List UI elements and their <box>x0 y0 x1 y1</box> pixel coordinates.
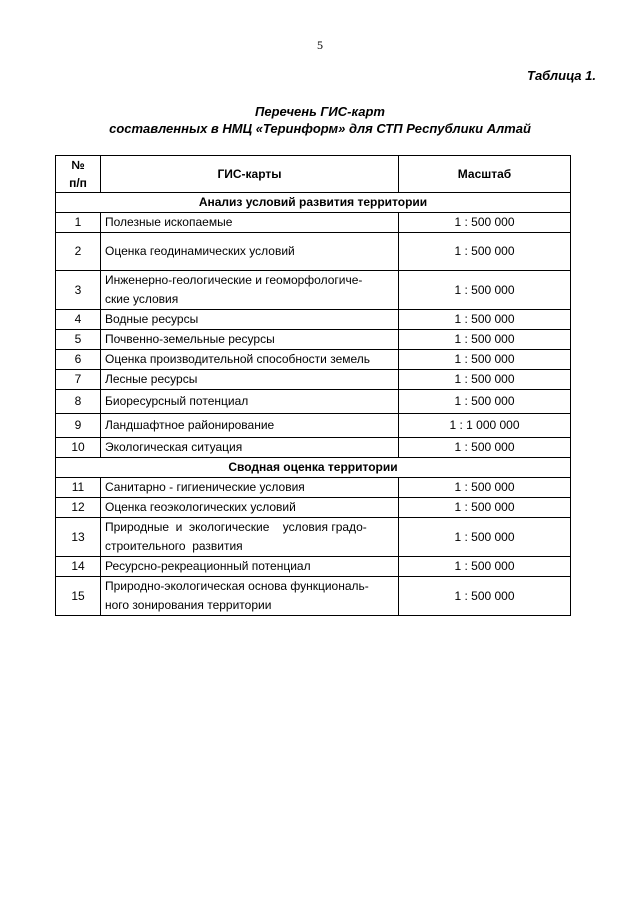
table-row <box>56 557 571 577</box>
row-map-line-1: Инженерно-геологические и геоморфологиче- <box>105 273 363 287</box>
row-number: 1 <box>56 213 101 233</box>
header-map: ГИС-карты <box>101 156 399 193</box>
row-map <box>101 577 399 616</box>
header-scale: Масштаб <box>399 156 571 193</box>
row-number: 13 <box>56 518 101 557</box>
document-title-line-1: Перечень ГИС-карт <box>255 104 385 119</box>
row-scale: 1 : 500 000 <box>399 557 571 577</box>
table-row <box>56 577 571 616</box>
row-number: 10 <box>56 438 101 458</box>
table-caption: Таблица 1. <box>527 68 596 83</box>
header-number-line-2: п/п <box>69 176 87 190</box>
row-map: Ресурсно-рекреационный потенциал <box>101 557 399 577</box>
row-map <box>101 271 399 310</box>
row-number: 3 <box>56 271 101 310</box>
section-row <box>56 193 571 213</box>
table-row <box>56 438 571 458</box>
row-scale: 1 : 500 000 <box>399 213 571 233</box>
row-scale: 1 : 500 000 <box>399 233 571 271</box>
row-map-line-2: строительного развития <box>105 539 243 553</box>
row-scale: 1 : 500 000 <box>399 518 571 557</box>
section-title: Сводная оценка территории <box>56 458 571 478</box>
row-map-line-2: ного зонирования территории <box>105 598 272 612</box>
gis-maps-table <box>55 155 571 616</box>
row-map: Оценка геоэкологических условий <box>101 498 399 518</box>
table-row <box>56 233 571 271</box>
row-map-line-1: Природно-экологическая основа функциональ- <box>105 579 369 593</box>
row-number: 15 <box>56 577 101 616</box>
row-number: 11 <box>56 478 101 498</box>
row-number: 4 <box>56 310 101 330</box>
row-number: 2 <box>56 233 101 271</box>
row-map: Почвенно-земельные ресурсы <box>101 330 399 350</box>
table-row <box>56 498 571 518</box>
row-scale: 1 : 500 000 <box>399 271 571 310</box>
row-map: Оценка производительной способности земель <box>101 350 399 370</box>
table-row <box>56 310 571 330</box>
row-scale: 1 : 500 000 <box>399 350 571 370</box>
table-row <box>56 370 571 390</box>
table-row <box>56 271 571 310</box>
table-row <box>56 478 571 498</box>
document-title-line-2: составленных в НМЦ «Теринформ» для СТП Республики Алтай <box>109 121 531 136</box>
header-number <box>56 156 101 193</box>
table-row <box>56 518 571 557</box>
row-map: Полезные ископаемые <box>101 213 399 233</box>
row-scale: 1 : 500 000 <box>399 390 571 414</box>
table-row <box>56 390 571 414</box>
row-number: 6 <box>56 350 101 370</box>
row-map: Ландшафтное районирование <box>101 414 399 438</box>
row-map-line-2: ские условия <box>105 292 179 306</box>
row-map: Биоресурсный потенциал <box>101 390 399 414</box>
table-row <box>56 330 571 350</box>
row-scale: 1 : 500 000 <box>399 310 571 330</box>
row-scale: 1 : 500 000 <box>399 438 571 458</box>
table-row <box>56 414 571 438</box>
row-map: Экологическая ситуация <box>101 438 399 458</box>
row-scale: 1 : 500 000 <box>399 330 571 350</box>
row-map-line-1: Природные и экологические условия градо- <box>105 520 367 534</box>
section-title: Анализ условий развития территории <box>56 193 571 213</box>
table-row <box>56 350 571 370</box>
row-scale: 1 : 500 000 <box>399 370 571 390</box>
row-number: 8 <box>56 390 101 414</box>
row-number: 9 <box>56 414 101 438</box>
row-map: Санитарно - гигиенические условия <box>101 478 399 498</box>
row-map: Водные ресурсы <box>101 310 399 330</box>
row-number: 7 <box>56 370 101 390</box>
row-scale: 1 : 1 000 000 <box>399 414 571 438</box>
row-number: 14 <box>56 557 101 577</box>
row-map: Лесные ресурсы <box>101 370 399 390</box>
row-number: 5 <box>56 330 101 350</box>
row-number: 12 <box>56 498 101 518</box>
table-row <box>56 213 571 233</box>
table-header-row <box>56 156 571 193</box>
row-scale: 1 : 500 000 <box>399 498 571 518</box>
header-number-line-1: № <box>71 158 85 172</box>
section-row <box>56 458 571 478</box>
row-scale: 1 : 500 000 <box>399 577 571 616</box>
page-number: 5 <box>317 38 323 52</box>
row-map <box>101 518 399 557</box>
row-scale: 1 : 500 000 <box>399 478 571 498</box>
row-map: Оценка геодинамических условий <box>101 233 399 271</box>
